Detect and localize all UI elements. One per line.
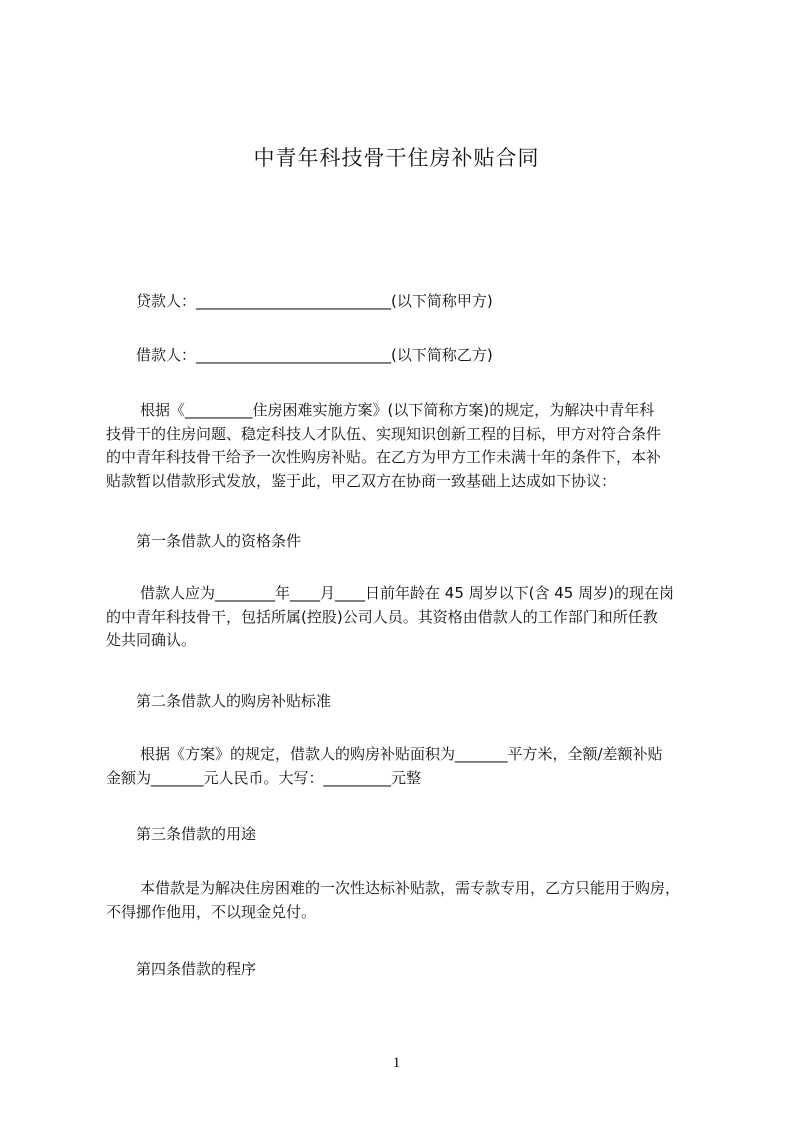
article3-line: 本借款是为解决住房困难的一次性达标补贴款，需专款专用，乙方只能用于购房， [140, 879, 681, 897]
intro-line: 的中青年科技骨干给予一次性购房补贴。在乙方为甲方工作未满十年的条件下，本补 [106, 448, 662, 466]
article1-heading: 第一条借款人的资格条件 [136, 532, 302, 550]
article3-heading: 第三条借款的用途 [136, 825, 257, 843]
page-number: 1 [392, 1055, 401, 1071]
article2-body [106, 743, 706, 790]
intro-line: 根据《_________住房困难实施方案》(以下简称方案)的规定，为解决中青年科 [140, 401, 655, 419]
article1-line: 的中青年科技骨干，包括所属(控股)公司人员。其资格由借款人的工作部门和所任教 [106, 607, 658, 626]
article2-line: 根据《方案》的规定，借款人的购房补贴面积为_______平方米，全额/差额补贴 [140, 745, 663, 763]
intro-line: 技骨干的住房问题、稳定科技人才队伍、实现知识创新工程的目标，甲方对符合条件 [106, 424, 662, 443]
intro-paragraph [106, 399, 706, 493]
article2-heading: 第二条借款人的购房补贴标准 [136, 692, 332, 710]
borrower-line: 借款人：__________________________(以下简称乙方) [136, 346, 493, 364]
intro-line: 贴款暂以借款形式发放，鉴于此，甲乙双方在协商一致基础上达成如下协议： [106, 471, 617, 490]
document-title: 中青年科技骨干住房补贴合同 [253, 146, 540, 170]
article3-line: 不得挪作他用，不以现金兑付。 [106, 902, 317, 921]
article1-body [106, 582, 706, 653]
article1-line: 处共同确认。 [106, 631, 197, 649]
article1-line: 借款人应为________年____月____日前年龄在 45 周岁以下(含 45 周岁)的现在岗 [140, 584, 674, 602]
lender-line: 贷款人：__________________________(以下简称甲方) [136, 292, 493, 310]
article3-body [106, 877, 706, 924]
article4-heading: 第四条借款的程序 [136, 960, 257, 978]
article2-line: 金额为_______元人民币。大写：_________元整 [106, 768, 422, 787]
